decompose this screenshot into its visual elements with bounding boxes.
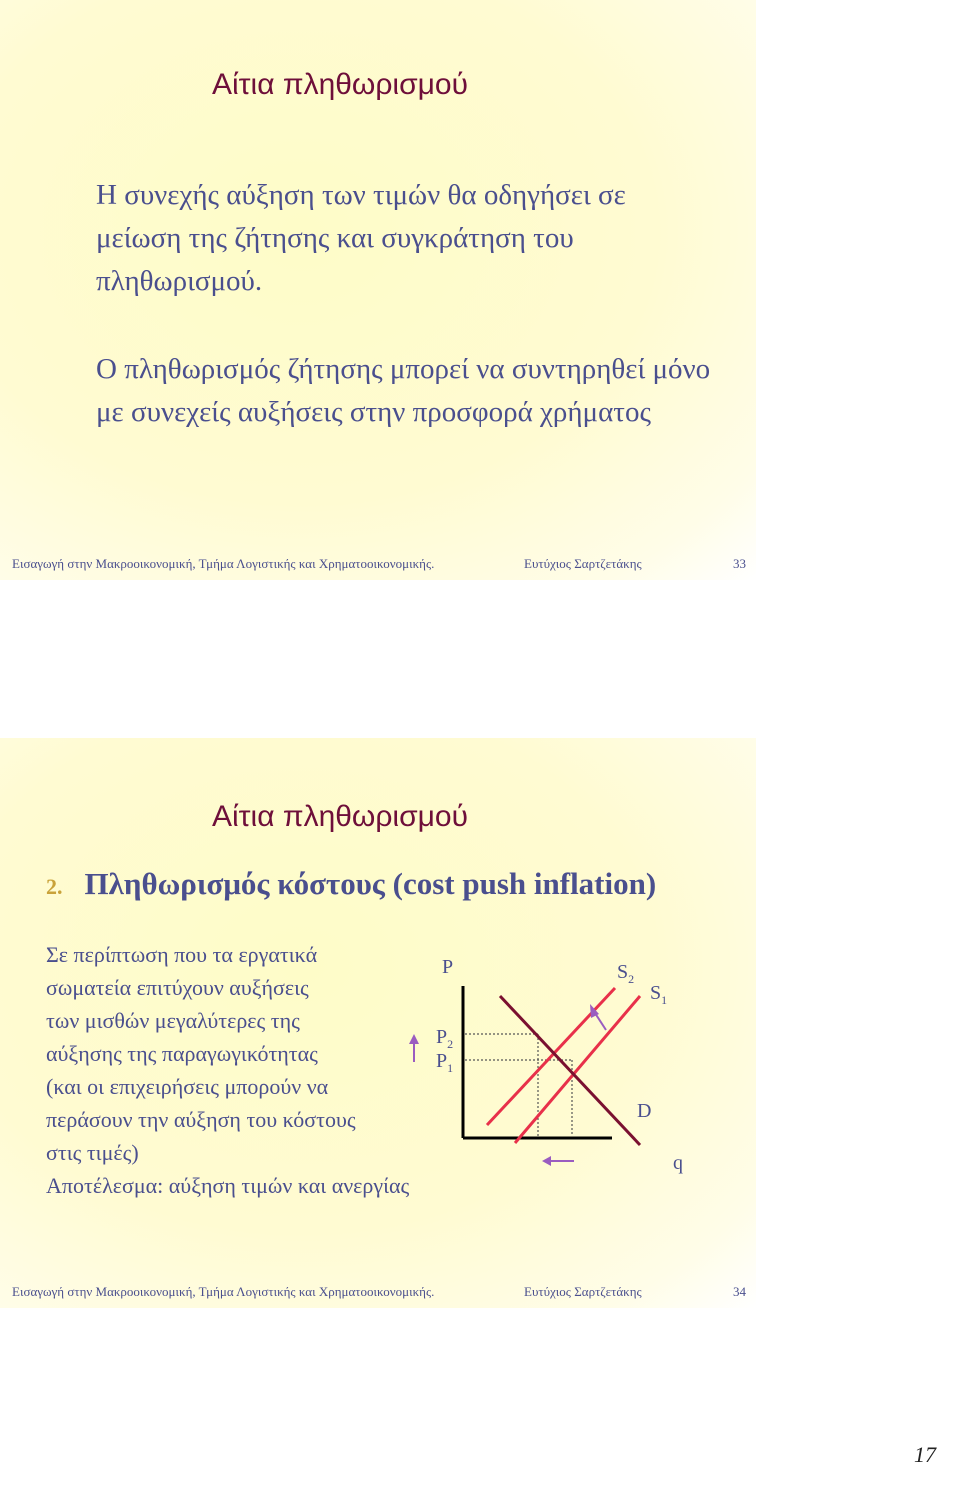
demand-curve bbox=[500, 996, 640, 1145]
slide-33 bbox=[0, 0, 756, 580]
slide-title: Αίτια πληθωρισμού bbox=[212, 68, 468, 101]
label-s2 bbox=[617, 961, 634, 987]
supply-demand-diagram bbox=[0, 738, 756, 1308]
axis-label-p: P bbox=[442, 956, 454, 978]
body-line: (και οι επιχειρήσεις μπορούν να bbox=[46, 1074, 329, 1099]
label-s2-sub: 2 bbox=[628, 972, 635, 986]
paragraph-demand-reduction: Η συνεχής αύξηση των τιμών θα οδηγήσει σε μείωση της ζήτησης και συγκράτηση του πληθωρισμού. bbox=[96, 179, 626, 297]
slide-34 bbox=[0, 738, 756, 1308]
footer-author: Ευτύχιος Σαρτζετάκης bbox=[524, 556, 642, 571]
label-s1 bbox=[650, 982, 667, 1008]
axis-label-q: q bbox=[673, 1152, 683, 1174]
body-line: των μισθών μεγαλύτερες της bbox=[46, 1008, 300, 1033]
body-line: Σε περίπτωση που τα εργατικά bbox=[46, 942, 318, 967]
body-line: σωματεία επιτύχουν αυξήσεις bbox=[46, 975, 309, 1000]
footer-author: Ευτύχιος Σαρτζετάκης bbox=[524, 1284, 642, 1299]
label-demand: D bbox=[637, 1100, 652, 1122]
slide-title: Αίτια πληθωρισμού bbox=[212, 800, 468, 833]
body-line: Αποτέλεσμα: αύξηση τιμών και ανεργίας bbox=[46, 1173, 410, 1198]
section-heading-text: Πληθωρισμός κόστους (cost push inflation) bbox=[84, 866, 657, 901]
label-p2-sub: 2 bbox=[447, 1037, 454, 1051]
label-p1-letter: P bbox=[436, 1050, 448, 1072]
label-s1-sub: 1 bbox=[661, 993, 668, 1007]
label-s2-letter: S bbox=[617, 961, 629, 983]
body-line: αύξησης της παραγωγικότητας bbox=[46, 1041, 318, 1066]
footer-course: Εισαγωγή στην Μακροοικονομική, Τμήμα Λογιστικής και Χρηματοοικονομικής. bbox=[12, 1284, 435, 1299]
price-increase-arrowhead bbox=[409, 1034, 419, 1044]
page-number: 17 bbox=[914, 1442, 936, 1467]
label-p2-letter: P bbox=[436, 1026, 448, 1048]
paragraph-money-supply: Ο πληθωρισμός ζήτησης μπορεί να συντηρηθεί μόνο με συνεχείς αυξήσεις στην προσφορά χρήματος bbox=[96, 353, 711, 428]
label-p1 bbox=[436, 1050, 453, 1076]
section-number: 2. bbox=[46, 874, 63, 899]
supply-curve-s2 bbox=[487, 988, 615, 1125]
body-line: περάσουν την αύξηση του κόστους bbox=[46, 1107, 356, 1132]
footer-course: Εισαγωγή στην Μακροοικονομική, Τμήμα Λογιστικής και Χρηματοοικονομικής. bbox=[12, 556, 435, 571]
label-p2 bbox=[436, 1026, 453, 1052]
quantity-decrease-arrowhead bbox=[542, 1156, 551, 1166]
label-s1-letter: S bbox=[650, 982, 662, 1004]
supply-curve-s1 bbox=[515, 996, 640, 1143]
label-p1-sub: 1 bbox=[447, 1061, 454, 1075]
body-line: στις τιμές) bbox=[46, 1140, 139, 1165]
footer-slide-number: 33 bbox=[733, 556, 746, 571]
footer-slide-number: 34 bbox=[733, 1284, 746, 1299]
